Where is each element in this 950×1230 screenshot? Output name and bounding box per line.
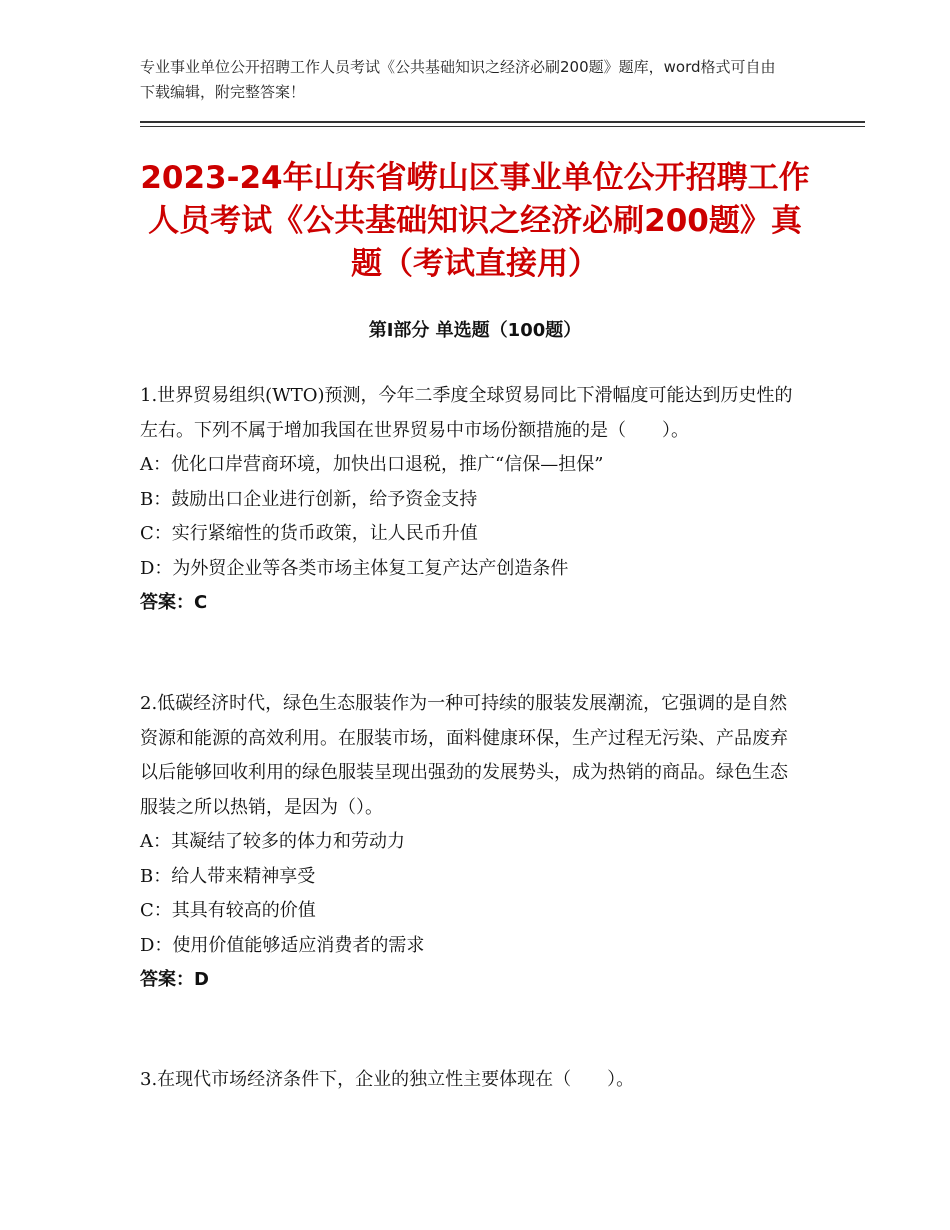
option-a: A：其凝结了较多的体力和劳动力 — [140, 831, 405, 852]
option-b: B：给人带来精神享受 — [140, 865, 316, 887]
option-b: B：鼓励出口企业进行创新，给予资金支持 — [140, 488, 478, 510]
question-3 — [140, 1063, 805, 1098]
option-a: A：优化口岸营商环境，加快出口退税，推广“信保—担保” — [140, 454, 604, 475]
answer: 答案：C — [140, 592, 208, 613]
document-title: 2023-24年山东省崂山区事业单位公开招聘工作人员考试《公共基础知识之经济必刷200题》真题（考试直接用） — [140, 160, 810, 282]
question-stem: 2.低碳经济时代，绿色生态服装作为一种可持续的服装发展潮流，它强调的是自然资源和能源的高效利用。在服装市场，面料健康环保，生产过程无污染、产品废弃以后能够回收利用的绿色服装呈现出强劲的发展势头，成为热销的商品。绿色生态服装之所以热销，是因为（）。 — [140, 693, 788, 818]
question-2 — [140, 687, 805, 998]
option-c: C：其具有较高的价值 — [140, 900, 316, 921]
document-header: 专业事业单位公开招聘工作人员考试《公共基础知识之经济必刷200题》题库，word格式可自由下载编辑，附完整答案！ — [140, 58, 776, 101]
answer: 答案：D — [140, 969, 209, 990]
option-d: D：为外贸企业等各类市场主体复工复产达产创造条件 — [140, 557, 569, 579]
header-rule-thin — [140, 126, 865, 127]
header-rule-thick — [140, 121, 865, 123]
question-stem: 1.世界贸易组织(WTO)预测，今年二季度全球贸易同比下滑幅度可能达到历史性的左右。下列不属于增加我国在世界贸易中市场份额措施的是（ ）。 — [140, 385, 793, 441]
option-c: C：实行紧缩性的货币政策，让人民币升值 — [140, 523, 478, 544]
option-d: D：使用价值能够适应消费者的需求 — [140, 934, 425, 956]
section-heading: 第Ⅰ部分 单选题（100题） — [368, 320, 582, 341]
question-1 — [140, 379, 805, 621]
question-stem: 3.在现代市场经济条件下，企业的独立性主要体现在（ ）。 — [140, 1069, 635, 1090]
